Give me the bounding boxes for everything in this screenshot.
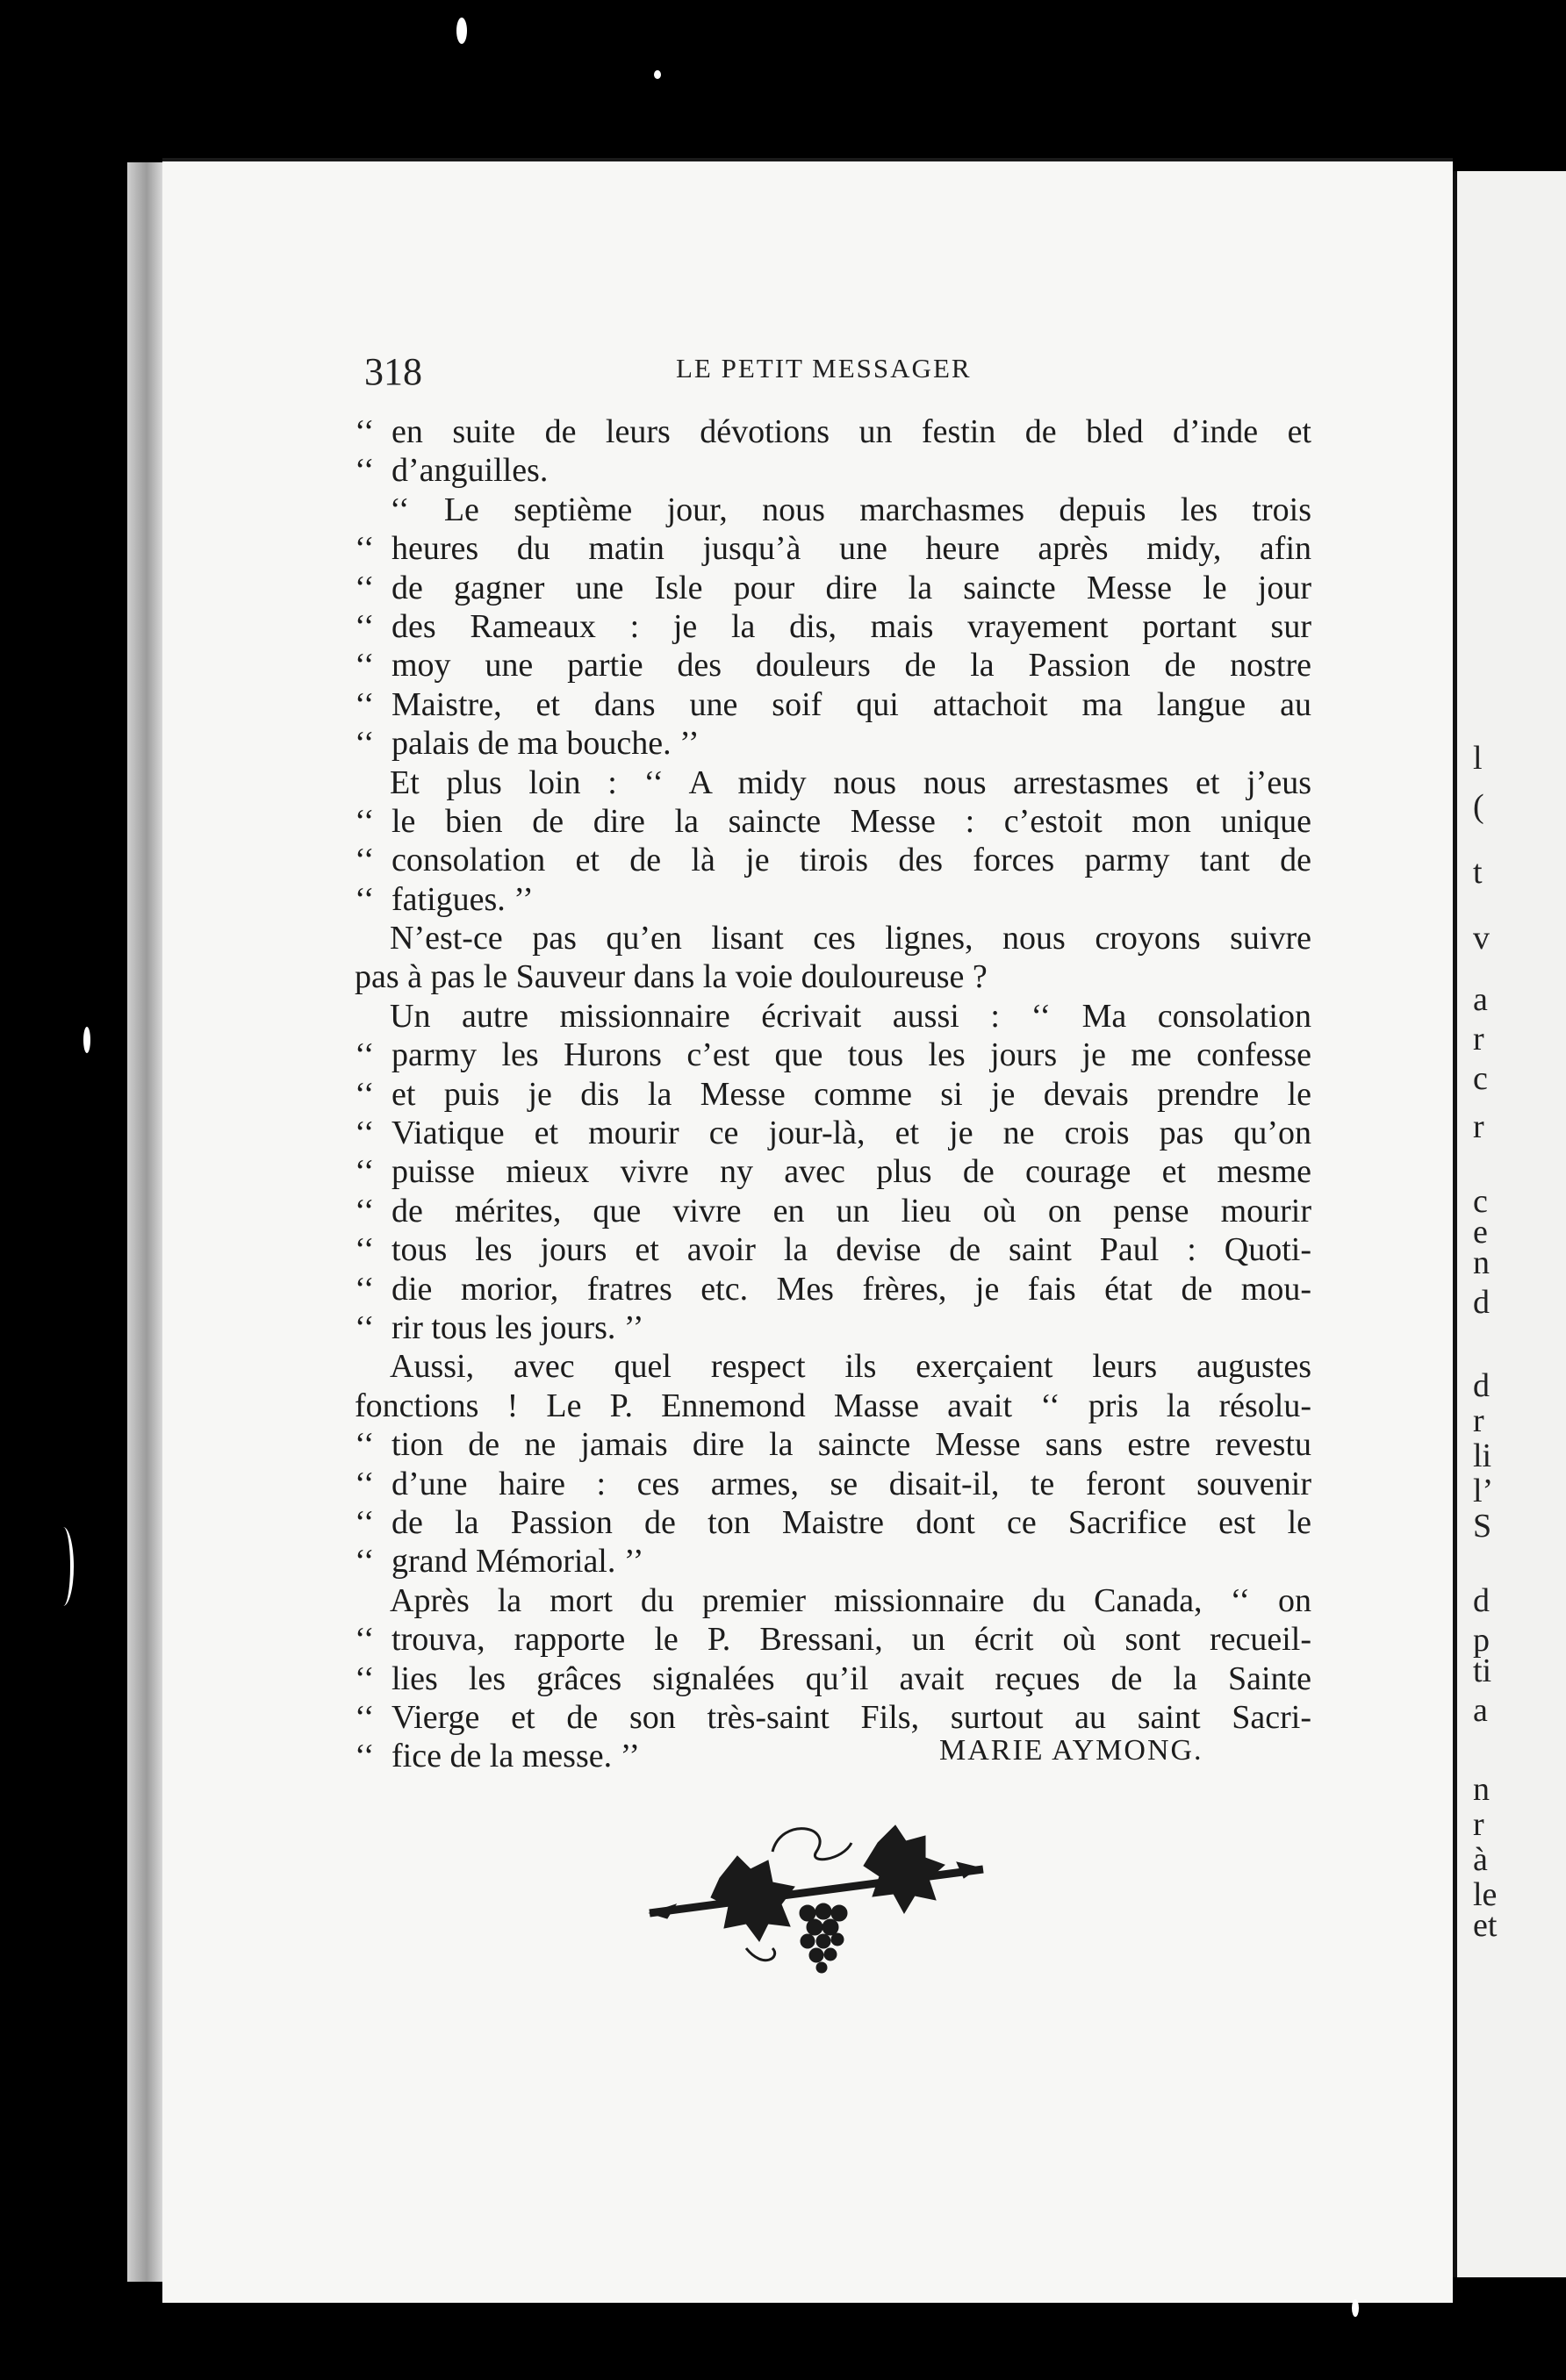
text-line	[355, 1075, 1311, 1114]
line-text: Viatique et mourir ce jour-là, et je ne crois pas qu’on	[392, 1115, 1311, 1152]
text-line	[355, 1620, 1311, 1659]
facing-page-fragment: le	[1473, 1876, 1498, 1913]
line-text: de la Passion de ton Maistre dont ce Sacrifice est le	[392, 1503, 1311, 1541]
quote-mark: ‘‘	[355, 1503, 375, 1541]
text-line	[355, 997, 1311, 1036]
facing-page-fragment: l	[1473, 740, 1483, 777]
line-text: Vierge et de son très-saint Fils, surtout au saint Sacri-	[392, 1698, 1311, 1736]
text-line	[355, 1347, 1311, 1386]
facing-page-fragment: à	[1473, 1841, 1488, 1878]
quote-mark: ‘‘	[355, 607, 375, 645]
facing-page-fragment: e	[1473, 1214, 1488, 1251]
line-text: d’anguilles.	[392, 452, 549, 490]
quote-mark: ‘‘	[355, 685, 375, 723]
facing-page-fragment: ti	[1473, 1652, 1492, 1689]
text-line	[355, 607, 1311, 646]
facing-page-fragment: a	[1473, 1692, 1488, 1729]
quote-mark: ‘‘	[355, 725, 375, 763]
line-text: tous les jours et avoir la devise de saint Paul : Quoti-	[392, 1231, 1311, 1269]
scan-speck	[53, 1527, 74, 1606]
quote-mark: ‘‘	[355, 1698, 375, 1736]
facing-page-fragment: (	[1473, 788, 1484, 825]
line-text: Aussi, avec quel respect ils exerçaient leurs augustes	[390, 1348, 1311, 1386]
quote-mark: ‘‘	[355, 1621, 375, 1659]
line-text: trouva, rapporte le P. Bressani, un écrit où sont recueil-	[392, 1621, 1311, 1659]
line-text: puisse mieux vivre ny avec plus de courage et mesme	[392, 1153, 1311, 1191]
quote-mark: ‘‘	[355, 1153, 375, 1191]
scan-speck	[83, 1027, 90, 1053]
facing-page-fragment: r	[1473, 1021, 1484, 1057]
quote-mark: ‘‘	[355, 1075, 375, 1113]
text-line	[355, 1114, 1311, 1152]
line-text: de gagner une Isle pour dire la saincte Messe le jour	[392, 569, 1311, 606]
page-header	[364, 349, 1312, 393]
facing-page-fragment: n	[1473, 1771, 1490, 1808]
scan-speck	[1352, 2299, 1359, 2317]
quote-mark: ‘‘	[355, 1231, 375, 1269]
facing-page-edge	[1453, 171, 1566, 2277]
quote-mark: ‘‘	[355, 569, 375, 606]
quote-mark: ‘‘	[355, 802, 375, 840]
facing-page-fragment: d	[1473, 1367, 1490, 1404]
text-line	[355, 1542, 1311, 1581]
body-text	[355, 412, 1311, 1776]
author-signature: MARIE AYMONG.	[939, 1734, 1203, 1767]
text-line	[355, 1036, 1311, 1074]
line-text: lies les grâces signalées qu’il avait reçues de la Sainte	[392, 1660, 1311, 1697]
line-text: N’est-ce pas qu’en lisant ces lignes, nous croyons suivre	[390, 920, 1311, 957]
text-line	[355, 919, 1311, 957]
text-line	[355, 1698, 1311, 1737]
text-line	[355, 569, 1311, 607]
line-text: Maistre, et dans une soif qui attachoit ma langue au	[392, 685, 1311, 723]
line-text: tion de ne jamais dire la saincte Messe sans estre revestu	[392, 1426, 1311, 1464]
line-text: die morior, fratres etc. Mes frères, je fais état de mou-	[392, 1270, 1311, 1308]
text-line	[355, 1581, 1311, 1620]
line-text: d’une haire : ces armes, se disait-il, te feront souvenir	[392, 1465, 1311, 1502]
line-text: des Rameaux : je la dis, mais vrayement portant sur	[392, 607, 1311, 645]
text-line	[355, 1425, 1311, 1464]
line-text: pas à pas le Sauveur dans la voie douloureuse ?	[355, 958, 988, 996]
text-line	[355, 491, 1311, 529]
scan-speck	[654, 70, 661, 79]
quote-mark: ‘‘	[355, 1308, 375, 1346]
line-text: fonctions ! Le P. Ennemond Masse avait ‘‘ pris la résolu-	[355, 1387, 1311, 1424]
line-text: Un autre missionnaire écrivait aussi : ‘‘ Ma consolation	[390, 997, 1311, 1035]
line-text: ‘‘ Le septième jour, nous marchasmes depuis les trois	[390, 491, 1311, 528]
text-line	[355, 1465, 1311, 1503]
facing-page-fragment: a	[1473, 981, 1488, 1018]
line-text: en suite de leurs dévotions un festin de bled d’inde et	[392, 413, 1311, 450]
text-line	[355, 1308, 1311, 1347]
quote-mark: ‘‘	[355, 413, 375, 450]
line-text: grand Mémorial. ’’	[392, 1543, 644, 1581]
text-line	[355, 763, 1311, 802]
facing-page-fragment: r	[1473, 1108, 1484, 1145]
text-line	[355, 1660, 1311, 1698]
facing-page-fragment: l’	[1473, 1473, 1494, 1509]
line-text: rir tous les jours. ’’	[392, 1308, 644, 1346]
scan-speck	[456, 18, 467, 44]
facing-page-fragment: r	[1473, 1402, 1484, 1439]
facing-page-fragment: et	[1473, 1907, 1498, 1944]
line-text: et puis je dis la Messe comme si je devais prendre le	[392, 1075, 1311, 1113]
text-line	[355, 1270, 1311, 1308]
quote-mark: ‘‘	[355, 1738, 375, 1775]
text-line	[355, 412, 1311, 451]
quote-mark: ‘‘	[355, 1192, 375, 1229]
line-text: palais de ma bouche. ’’	[392, 725, 700, 763]
text-line	[355, 1230, 1311, 1269]
line-text: Après la mort du premier missionnaire du Canada, ‘‘ on	[390, 1581, 1311, 1619]
facing-page-fragment: t	[1473, 854, 1483, 891]
facing-page-fragment: v	[1473, 920, 1490, 957]
quote-mark: ‘‘	[355, 842, 375, 879]
text-line	[355, 957, 1311, 996]
text-line	[355, 685, 1311, 724]
facing-page-fragment: p	[1473, 1622, 1490, 1659]
text-line	[355, 841, 1311, 879]
line-text: consolation et de là je tirois des forces parmy tant de	[392, 842, 1311, 879]
quote-mark: ‘‘	[355, 1660, 375, 1697]
line-text: parmy les Hurons c’est que tous les jours je me confesse	[392, 1036, 1311, 1074]
grapevine-ornament	[641, 1817, 992, 1975]
quote-mark: ‘‘	[355, 1115, 375, 1152]
text-line	[355, 880, 1311, 919]
quote-mark: ‘‘	[355, 880, 375, 918]
quote-mark: ‘‘	[355, 530, 375, 568]
quote-mark: ‘‘	[355, 1543, 375, 1581]
facing-page-fragment: c	[1473, 1060, 1488, 1097]
line-text: moy une partie des douleurs de la Passion de nostre	[392, 647, 1311, 685]
text-line	[355, 724, 1311, 763]
text-line	[355, 1387, 1311, 1425]
line-text: fice de la messe. ’’	[392, 1738, 641, 1775]
text-line	[355, 451, 1311, 490]
facing-page-fragment: r	[1473, 1806, 1484, 1843]
facing-page-fragment: d	[1473, 1582, 1490, 1619]
quote-mark: ‘‘	[355, 1270, 375, 1308]
facing-page-fragment: li	[1473, 1437, 1492, 1474]
line-text: de mérites, que vivre en un lieu où on pense mourir	[392, 1192, 1311, 1229]
quote-mark: ‘‘	[355, 647, 375, 685]
running-head: LE PETIT MESSAGER	[676, 353, 972, 384]
quote-mark: ‘‘	[355, 1036, 375, 1074]
facing-page-fragment: c	[1473, 1183, 1488, 1220]
text-line	[355, 1503, 1311, 1542]
line-text: le bien de dire la saincte Messe : c’estoit mon unique	[392, 802, 1311, 840]
quote-mark: ‘‘	[355, 452, 375, 490]
text-line	[355, 802, 1311, 841]
facing-page-fragment: d	[1473, 1284, 1490, 1321]
text-line	[355, 1192, 1311, 1230]
facing-page-fragment: n	[1473, 1244, 1490, 1281]
line-text: Et plus loin : ‘‘ A midy nous nous arrestasmes et j’eus	[390, 763, 1311, 801]
quote-mark: ‘‘	[355, 1426, 375, 1464]
text-line	[355, 646, 1311, 685]
page-number: 318	[364, 350, 422, 393]
line-text: fatigues. ’’	[392, 880, 534, 918]
text-line	[355, 529, 1311, 568]
line-text: heures du matin jusqu’à une heure après midy, afin	[392, 530, 1311, 568]
quote-mark: ‘‘	[355, 1465, 375, 1502]
text-line	[355, 1152, 1311, 1191]
facing-page-fragment: S	[1473, 1508, 1492, 1545]
